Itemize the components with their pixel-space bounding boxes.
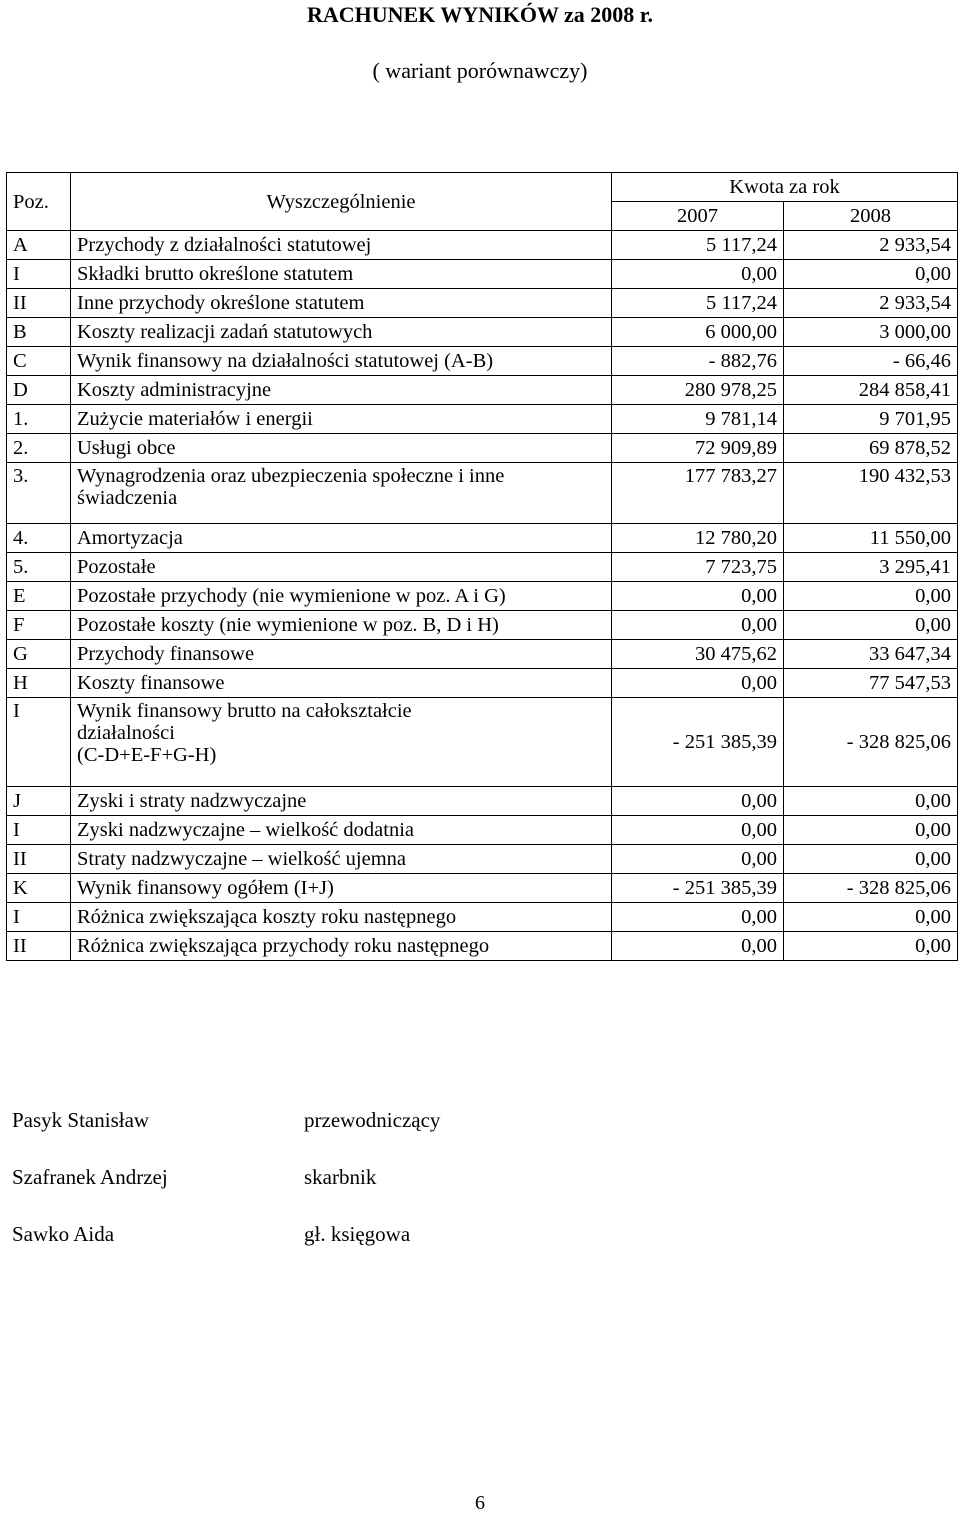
row-poz: H — [7, 669, 71, 698]
row-description: Pozostałe — [71, 553, 612, 582]
table-row — [7, 932, 958, 961]
row-value-2008: 0,00 — [784, 903, 958, 932]
signature-row — [12, 1108, 612, 1165]
row-description: Koszty administracyjne — [71, 376, 612, 405]
row-value-2008: 190 432,53 — [784, 463, 958, 524]
signatory-role: skarbnik — [304, 1165, 377, 1189]
row-value-2008: 77 547,53 — [784, 669, 958, 698]
row-value-2007: 72 909,89 — [612, 434, 784, 463]
table-row — [7, 524, 958, 553]
row-description: Różnica zwiększająca przychody roku następnego — [71, 932, 612, 961]
table-row — [7, 669, 958, 698]
row-value-2008: 3 000,00 — [784, 318, 958, 347]
row-value-2007: 12 780,20 — [612, 524, 784, 553]
row-poz: 1. — [7, 405, 71, 434]
signature-row — [12, 1222, 612, 1279]
row-value-2007: 6 000,00 — [612, 318, 784, 347]
row-value-2008: 0,00 — [784, 582, 958, 611]
row-poz: F — [7, 611, 71, 640]
table-row — [7, 463, 958, 524]
row-poz: G — [7, 640, 71, 669]
row-value-2007: 0,00 — [612, 611, 784, 640]
row-value-2007: 0,00 — [612, 669, 784, 698]
table-row — [7, 376, 958, 405]
row-description: Amortyzacja — [71, 524, 612, 553]
row-poz: B — [7, 318, 71, 347]
row-value-2008: 69 878,52 — [784, 434, 958, 463]
row-description: Koszty finansowe — [71, 669, 612, 698]
row-poz: K — [7, 874, 71, 903]
row-poz: 2. — [7, 434, 71, 463]
row-description: Wynik finansowy na działalności statutowej (A-B) — [71, 347, 612, 376]
header-amount: Kwota za rok — [612, 173, 958, 202]
report-subtitle: ( wariant porównawczy) — [372, 58, 588, 83]
table-row — [7, 260, 958, 289]
page-number: 6 — [475, 1492, 485, 1514]
table-row — [7, 698, 958, 787]
row-value-2008: 0,00 — [784, 816, 958, 845]
row-description — [71, 698, 612, 787]
header-poz: Poz. — [7, 173, 71, 231]
row-poz: C — [7, 347, 71, 376]
table-row — [7, 318, 958, 347]
header-year-2008: 2008 — [784, 202, 958, 231]
signatory-name: Szafranek Andrzej — [12, 1165, 168, 1189]
row-value-2007: 30 475,62 — [612, 640, 784, 669]
row-value-2007: 0,00 — [612, 582, 784, 611]
header-year-2007: 2007 — [612, 202, 784, 231]
row-poz: 3. — [7, 463, 71, 524]
row-value-2008: 2 933,54 — [784, 231, 958, 260]
row-poz: I — [7, 816, 71, 845]
row-poz: II — [7, 845, 71, 874]
description-line: działalności — [77, 722, 175, 744]
table-row — [7, 553, 958, 582]
row-value-2007: - 251 385,39 — [612, 698, 784, 787]
row-poz: I — [7, 903, 71, 932]
row-poz: E — [7, 582, 71, 611]
row-description: Koszty realizacji zadań statutowych — [71, 318, 612, 347]
description-line: (C-D+E-F+G-H) — [77, 744, 217, 766]
table-row — [7, 874, 958, 903]
row-poz: II — [7, 289, 71, 318]
row-description: Różnica zwiększająca koszty roku następnego — [71, 903, 612, 932]
row-description: Składki brutto określone statutem — [71, 260, 612, 289]
row-value-2008: 2 933,54 — [784, 289, 958, 318]
row-description: Przychody finansowe — [71, 640, 612, 669]
signatory-role: przewodniczący — [304, 1108, 441, 1132]
row-value-2008: 0,00 — [784, 932, 958, 961]
row-description: Straty nadzwyczajne – wielkość ujemna — [71, 845, 612, 874]
row-description: Inne przychody określone statutem — [71, 289, 612, 318]
row-description: Pozostałe koszty (nie wymienione w poz. B, D i H) — [71, 611, 612, 640]
report-title: RACHUNEK WYNIKÓW za 2008 r. — [306, 2, 654, 27]
table-row — [7, 582, 958, 611]
row-value-2008: 11 550,00 — [784, 524, 958, 553]
table-row — [7, 903, 958, 932]
description-line: Wynik finansowy brutto na całokształcie — [77, 700, 412, 722]
row-value-2007: 0,00 — [612, 787, 784, 816]
row-value-2008: 33 647,34 — [784, 640, 958, 669]
row-poz: I — [7, 698, 71, 787]
table-row — [7, 816, 958, 845]
row-description: Zużycie materiałów i energii — [71, 405, 612, 434]
row-value-2007: 0,00 — [612, 260, 784, 289]
signatures-block — [12, 1108, 612, 1279]
row-value-2008: 3 295,41 — [784, 553, 958, 582]
row-poz: 4. — [7, 524, 71, 553]
row-value-2008: 0,00 — [784, 787, 958, 816]
row-poz: I — [7, 260, 71, 289]
row-description: Pozostałe przychody (nie wymienione w poz. A i G) — [71, 582, 612, 611]
row-poz: II — [7, 932, 71, 961]
row-description: Zyski nadzwyczajne – wielkość dodatnia — [71, 816, 612, 845]
row-value-2007: 177 783,27 — [612, 463, 784, 524]
row-value-2008: 284 858,41 — [784, 376, 958, 405]
row-value-2008: 0,00 — [784, 845, 958, 874]
row-description: Zyski i straty nadzwyczajne — [71, 787, 612, 816]
row-value-2007: 5 117,24 — [612, 289, 784, 318]
row-value-2007: 0,00 — [612, 816, 784, 845]
row-poz: A — [7, 231, 71, 260]
row-description: Wynagrodzenia oraz ubezpieczenia społeczne i inne świadczenia — [71, 463, 612, 524]
table-row — [7, 434, 958, 463]
signature-row — [12, 1165, 612, 1222]
row-description: Usługi obce — [71, 434, 612, 463]
row-value-2008: 9 701,95 — [784, 405, 958, 434]
table-row — [7, 405, 958, 434]
row-value-2007: 0,00 — [612, 845, 784, 874]
row-value-2007: 280 978,25 — [612, 376, 784, 405]
signatory-name: Pasyk Stanisław — [12, 1108, 150, 1132]
signatory-role: gł. księgowa — [304, 1222, 411, 1246]
row-value-2007: - 251 385,39 — [612, 874, 784, 903]
table-row — [7, 845, 958, 874]
row-description: Przychody z działalności statutowej — [71, 231, 612, 260]
row-value-2008: - 328 825,06 — [784, 698, 958, 787]
row-value-2007: 9 781,14 — [612, 405, 784, 434]
table-row — [7, 787, 958, 816]
row-value-2008: - 328 825,06 — [784, 874, 958, 903]
table-row — [7, 289, 958, 318]
row-value-2007: - 882,76 — [612, 347, 784, 376]
row-poz: 5. — [7, 553, 71, 582]
table-row — [7, 231, 958, 260]
row-description: Wynik finansowy ogółem (I+J) — [71, 874, 612, 903]
signatory-name: Sawko Aida — [12, 1222, 115, 1246]
row-poz: J — [7, 787, 71, 816]
row-value-2007: 5 117,24 — [612, 231, 784, 260]
row-value-2008: 0,00 — [784, 611, 958, 640]
row-value-2007: 7 723,75 — [612, 553, 784, 582]
row-poz: D — [7, 376, 71, 405]
row-value-2007: 0,00 — [612, 903, 784, 932]
table-row — [7, 640, 958, 669]
row-value-2007: 0,00 — [612, 932, 784, 961]
row-value-2008: - 66,46 — [784, 347, 958, 376]
income-statement-table — [6, 172, 958, 961]
table-row — [7, 347, 958, 376]
table-row — [7, 611, 958, 640]
row-value-2008: 0,00 — [784, 260, 958, 289]
header-description: Wyszczególnienie — [71, 173, 612, 231]
